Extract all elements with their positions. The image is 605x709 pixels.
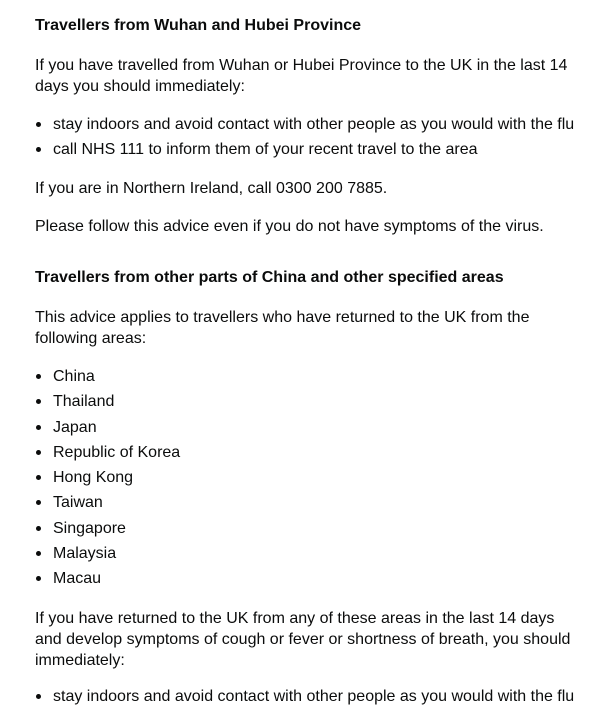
list-item: stay indoors and avoid contact with other people as you would with the flu — [35, 112, 574, 137]
symptoms-advice-list — [35, 684, 574, 709]
follow-advice-paragraph: Please follow this advice even if you do not have symptoms of the virus. — [35, 218, 544, 235]
list-item: stay indoors and avoid contact with other people as you would with the flu — [35, 684, 574, 709]
list-item: Taiwan — [35, 490, 180, 515]
areas-list — [35, 364, 180, 592]
section-heading-other-areas: Travellers from other parts of China and other specified areas — [35, 269, 504, 286]
list-item: Japan — [35, 415, 180, 440]
returned-symptoms-paragraph: If you have returned to the UK from any of these areas in the last 14 days and develop symptoms of cough or fever or shortness of breath, you should immediately: — [35, 610, 571, 669]
section-heading-wuhan: Travellers from Wuhan and Hubei Province — [35, 17, 362, 34]
northern-ireland-paragraph: If you are in Northern Ireland, call 0300 200 7885. — [35, 180, 388, 197]
list-item: call NHS 111 to inform them of your recent travel to the area — [35, 137, 574, 162]
list-item: Malaysia — [35, 541, 180, 566]
list-item: Singapore — [35, 516, 180, 541]
other-areas-intro-paragraph: This advice applies to travellers who have returned to the UK from the following areas: — [35, 309, 530, 347]
wuhan-intro-paragraph: If you have travelled from Wuhan or Hubei Province to the UK in the last 14 days you should immediately: — [35, 57, 568, 95]
wuhan-advice-list — [35, 112, 574, 163]
list-item: Thailand — [35, 389, 180, 414]
list-item: Hong Kong — [35, 465, 180, 490]
list-item: Macau — [35, 566, 180, 591]
list-item: Republic of Korea — [35, 440, 180, 465]
list-item: China — [35, 364, 180, 389]
